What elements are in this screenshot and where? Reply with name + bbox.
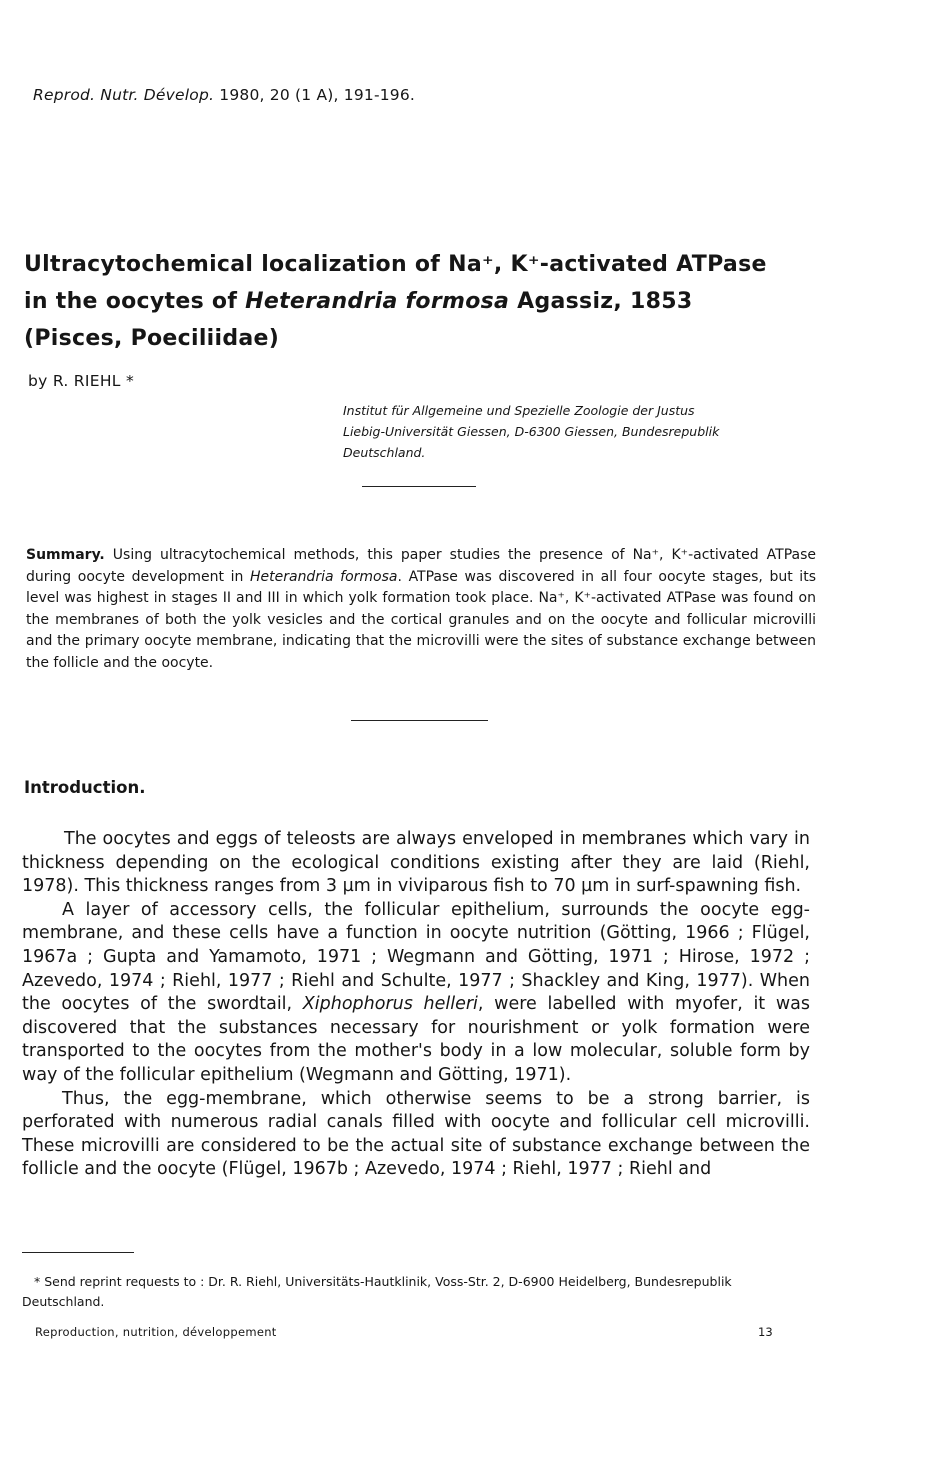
footer-journal-name: Reproduction, nutrition, développement — [35, 1325, 277, 1339]
title-line-2-start: in the oocytes of — [24, 289, 246, 314]
title-line-2-end: Agassiz, 1853 — [509, 289, 693, 314]
section-heading-introduction: Introduction. — [24, 778, 146, 797]
paragraph-3: Thus, the egg-membrane, which otherwise seems to be a strong barrier, is perforated with numerous radial canals filled with oocyte and follicular cell microvilli. These microvilli are considered to be the actual site of substance exchange between the follicle and the oocyte (Flügel, 1967b ; Azevedo, 1974 ; Riehl, 1977 ; Riehl and — [22, 1088, 810, 1180]
journal-volume-pages: 1980, 20 (1 A), 191-196. — [214, 86, 416, 104]
paragraph-2 — [22, 899, 810, 1088]
affiliation-line-2: Liebig-Universität Giessen, D-6300 Giessen, Bundesrepublik — [343, 424, 720, 439]
footnote: * Send reprint requests to : Dr. R. Riehl, Universitäts-Hautklinik, Voss-Str. 2, D-6900 Heidelberg, Bundesrepublik Deutschland. — [22, 1274, 732, 1309]
affiliation-line-3: Deutschland. — [343, 445, 426, 460]
summary-text-1: Using ultracytochemical methods, this paper studies the presence of Na⁺, K⁺-activated ATPase during oocyte development in — [26, 547, 816, 585]
footnote-rule — [22, 1252, 134, 1253]
summary-abstract — [26, 545, 816, 674]
title-species: Heterandria formosa — [245, 289, 510, 314]
paragraph-1: The oocytes and eggs of teleosts are always enveloped in membranes which vary in thickness depending on the ecological conditions existing after they are laid (Riehl, 1978). This thickness ranges from 3 µm in viviparous fish to 70 µm in surf-spawning fish. — [22, 829, 810, 897]
paragraph-2-species: Xiphophorus helleri — [302, 994, 478, 1015]
paper-title — [24, 246, 824, 357]
paragraph-2-part-1: A layer of accessory cells, the follicular epithelium, surrounds the oocyte egg-membrane, and these cells have a function in oocyte nutrition (Götting, 1966 ; Flügel, 1967a ; Gupta and Yamamoto, 1971 ; Wegmann and Götting, 1971 ; Hirose, 1972 ; Azevedo, 1974 ; Riehl, 1977 ; Riehl and Schulte, 1977 ; Shackley and King, 1977). When the oocytes of the swordtail, — [22, 899, 810, 1015]
summary-text-2: . ATPase was discovered in all four oocyte stages, but its level was highest in stages II and III in which yolk formation took place. Na⁺, K⁺-activated ATPase was found on the membranes of both the yolk vesicles and the cortical granules and on the oocyte and follicular microvilli and the primary oocyte membrane, indicating that the microvilli were the sites of substance exchange between the follicle and the oocyte. — [26, 568, 816, 671]
separator-rule-top — [362, 486, 476, 487]
journal-name: Reprod. Nutr. Dévelop. — [33, 86, 215, 104]
title-line-3: (Pisces, Poeciliidae) — [24, 326, 280, 351]
journal-citation — [33, 86, 415, 104]
title-line-1: Ultracytochemical localization of Na⁺, K⁺-activated ATPase — [24, 252, 767, 277]
introduction-body — [22, 828, 810, 1182]
title-line-2 — [24, 283, 824, 320]
footer-page-number: 13 — [758, 1325, 773, 1339]
affiliation-line-1: Institut für Allgemeine und Spezielle Zoologie der Justus — [343, 403, 695, 418]
summary-species: Heterandria formosa — [249, 568, 398, 585]
author-byline: by R. RIEHL * — [28, 372, 135, 390]
separator-rule-bottom — [351, 720, 488, 721]
summary-label: Summary. — [26, 547, 105, 563]
author-affiliation — [343, 400, 803, 463]
paragraph-2-part-2: , were labelled with myofer, it was discovered that the substances necessary for nourishment or yolk formation were transported to the oocytes from the mother's body in a low molecular, soluble form by way of the follicular epithelium (Wegmann and Götting, 1971). — [22, 994, 810, 1085]
